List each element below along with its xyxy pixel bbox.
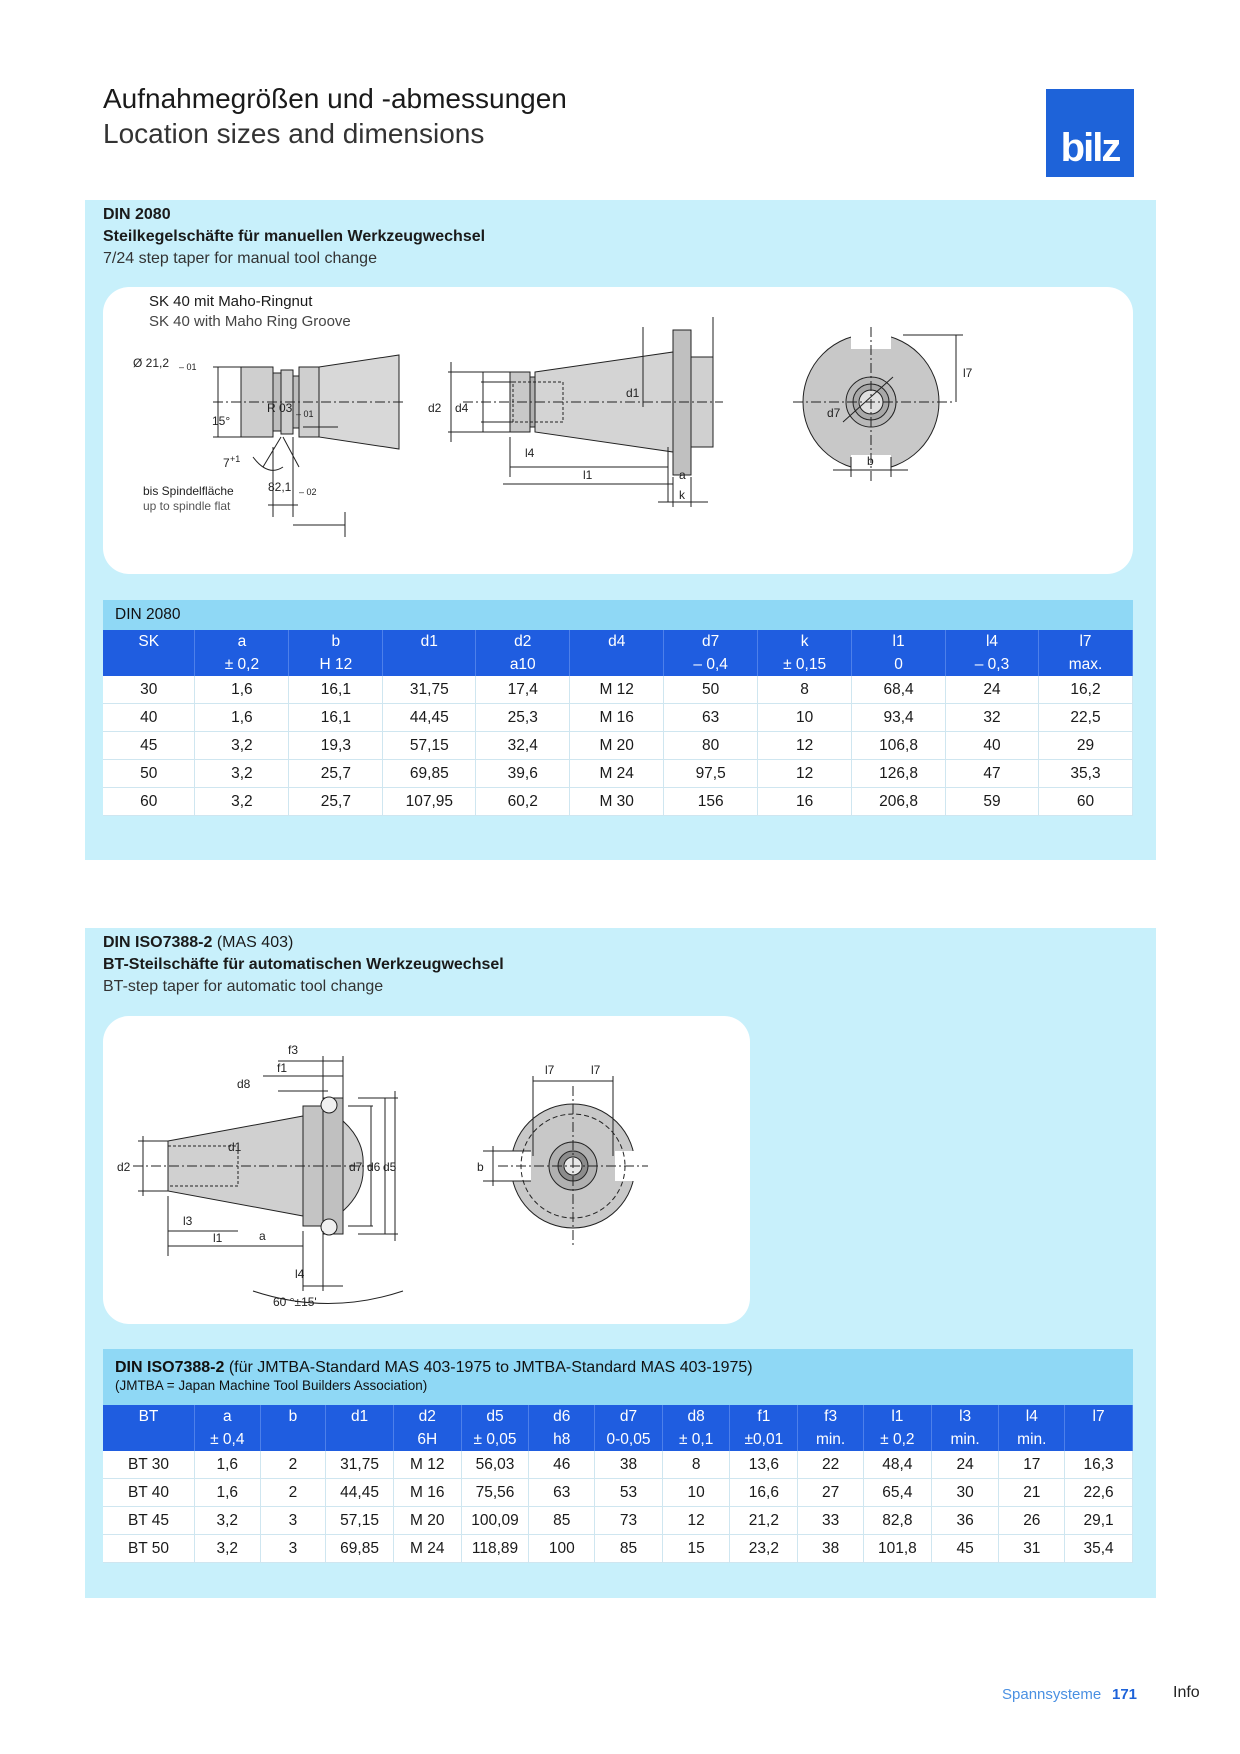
column-header: BT	[103, 1405, 194, 1428]
table-cell: BT 30	[103, 1451, 194, 1479]
column-subheader: 0-0,05	[595, 1428, 663, 1451]
page-title-en: Location sizes and dimensions	[103, 118, 485, 149]
dim-len-tol: – 02	[299, 487, 317, 497]
column-subheader: ±0,01	[730, 1428, 798, 1451]
table-cell: 29	[1038, 732, 1132, 760]
table-cell: 40	[103, 704, 195, 732]
table-cell: 69,85	[383, 760, 476, 788]
table-cell: 22	[798, 1451, 864, 1479]
table-cell: 3,2	[195, 760, 289, 788]
table-cell: 1,6	[194, 1451, 260, 1479]
column-header: f1	[730, 1405, 798, 1428]
table-cell: 53	[595, 1479, 663, 1507]
column-subheader: H 12	[289, 653, 383, 676]
table-cell: 45	[103, 732, 195, 760]
column-subheader	[326, 1428, 394, 1451]
table-cell: M 24	[570, 760, 664, 788]
column-header: l3	[931, 1405, 999, 1428]
table-cell: 107,95	[383, 788, 476, 816]
table-cell: 3,2	[194, 1507, 260, 1535]
column-header: l4	[946, 630, 1039, 653]
din2080-table-title: DIN 2080	[103, 600, 1133, 630]
table-cell: 80	[664, 732, 758, 760]
column-header: d6	[529, 1405, 595, 1428]
column-subheader: min.	[798, 1428, 864, 1451]
table-cell: 60	[1038, 788, 1132, 816]
column-subheader	[570, 653, 664, 676]
dim-seven-label: 7	[223, 456, 230, 470]
spindle-en: up to spindle flat	[143, 499, 231, 513]
column-subheader	[103, 653, 195, 676]
section1-heading	[103, 204, 485, 270]
table-cell: 57,15	[383, 732, 476, 760]
table-cell: 44,45	[383, 704, 476, 732]
table-cell: 31,75	[326, 1451, 394, 1479]
section2-diagram	[103, 1016, 750, 1324]
table-cell: 25,3	[476, 704, 570, 732]
bilz-logo: bilz	[1046, 89, 1134, 177]
table-cell: 100,09	[461, 1507, 529, 1535]
section2-norm-rest: (MAS 403)	[216, 934, 294, 951]
column-subheader: a10	[476, 653, 570, 676]
column-header: d1	[326, 1405, 394, 1428]
table-cell: 16	[758, 788, 852, 816]
bt-a: a	[259, 1229, 266, 1243]
section1-subtitle-en: 7/24 step taper for manual tool change	[103, 250, 377, 267]
iso-table-title	[103, 1349, 1133, 1405]
table-cell: 3	[260, 1535, 326, 1563]
mid-k: k	[679, 488, 685, 502]
mid-d1: d1	[626, 386, 640, 400]
table-cell: 25,7	[289, 760, 383, 788]
column-header: d8	[662, 1405, 730, 1428]
dim-r-label: R 03	[267, 401, 293, 415]
column-header: a	[195, 630, 289, 653]
table-cell: 50	[664, 676, 758, 704]
bt-d6: d6	[367, 1160, 381, 1174]
table-cell: 38	[798, 1535, 864, 1563]
table-cell: 33	[798, 1507, 864, 1535]
diagram-title-de: SK 40 mit Maho-Ringnut	[149, 293, 313, 310]
table-cell: 38	[595, 1451, 663, 1479]
table-cell: 25,7	[289, 788, 383, 816]
footer-info-link[interactable]: Info	[1173, 1684, 1200, 1701]
column-header: l4	[999, 1405, 1065, 1428]
bt-l3: l3	[183, 1214, 193, 1228]
column-header: f3	[798, 1405, 864, 1428]
table-cell: M 12	[393, 1451, 461, 1479]
table-cell: 30	[103, 676, 195, 704]
section1-diagram	[103, 287, 1133, 574]
column-subheader: ± 0,15	[758, 653, 852, 676]
table-cell: 35,3	[1038, 760, 1132, 788]
column-subheader: min.	[999, 1428, 1065, 1451]
column-header: l7	[1038, 630, 1132, 653]
front-b: b	[867, 454, 874, 468]
table-cell: 36	[931, 1507, 999, 1535]
column-subheader: ± 0,1	[662, 1428, 730, 1451]
dim-seven-tol: +1	[230, 454, 241, 464]
table-cell: M 30	[570, 788, 664, 816]
column-header: b	[260, 1405, 326, 1428]
column-header: d1	[383, 630, 476, 653]
table-cell: 44,45	[326, 1479, 394, 1507]
table-cell: 60	[103, 788, 195, 816]
table-cell: 2	[260, 1479, 326, 1507]
table-cell: 118,89	[461, 1535, 529, 1563]
table-cell: 50	[103, 760, 195, 788]
table-cell: 16,1	[289, 676, 383, 704]
table-cell: 29,1	[1065, 1507, 1133, 1535]
table-row	[103, 676, 1133, 704]
bt-l4: l4	[295, 1267, 305, 1281]
column-subheader: – 0,3	[946, 653, 1039, 676]
section2-subtitle-de: BT-Steilschäfte für automatischen Werkzeugwechsel	[103, 956, 504, 973]
table-cell: 45	[931, 1535, 999, 1563]
section2-subtitle-en: BT-step taper for automatic tool change	[103, 978, 384, 995]
column-subheader: max.	[1038, 653, 1132, 676]
table-cell: 8	[758, 676, 852, 704]
table-cell: 32,4	[476, 732, 570, 760]
table-cell: 12	[662, 1507, 730, 1535]
column-subheader: min.	[931, 1428, 999, 1451]
table-cell: 12	[758, 732, 852, 760]
column-subheader: ± 0,2	[195, 653, 289, 676]
table-cell: 13,6	[730, 1451, 798, 1479]
table-cell: 3,2	[194, 1535, 260, 1563]
column-header: d2	[476, 630, 570, 653]
table-cell: 63	[529, 1479, 595, 1507]
table-cell: BT 50	[103, 1535, 194, 1563]
table-cell: 73	[595, 1507, 663, 1535]
table-cell: 63	[664, 704, 758, 732]
column-header: k	[758, 630, 852, 653]
table-cell: 3,2	[195, 732, 289, 760]
sk40-drawing	[103, 287, 1133, 574]
table-cell: M 12	[570, 676, 664, 704]
table-row	[103, 760, 1133, 788]
bt-d7: d7	[349, 1160, 363, 1174]
table-row	[103, 1507, 1133, 1535]
table-cell: 10	[662, 1479, 730, 1507]
table-cell: 40	[946, 732, 1039, 760]
column-header: d2	[393, 1405, 461, 1428]
section2-heading	[103, 932, 504, 998]
mid-l4: l4	[525, 446, 535, 460]
table-cell: 3,2	[195, 788, 289, 816]
spindle-de: bis Spindelfläche	[143, 484, 234, 498]
table-cell: 16,1	[289, 704, 383, 732]
table-cell: 206,8	[852, 788, 946, 816]
front-l7: l7	[963, 366, 973, 380]
table-cell: BT 40	[103, 1479, 194, 1507]
table-row	[103, 1535, 1133, 1563]
footer-page-number: 171	[1112, 1686, 1138, 1703]
table-cell: 56,03	[461, 1451, 529, 1479]
table-cell: 69,85	[326, 1535, 394, 1563]
table-cell: 35,4	[1065, 1535, 1133, 1563]
table-cell: 30	[931, 1479, 999, 1507]
bt-b: b	[477, 1160, 484, 1174]
section1-subtitle-de: Steilkegelschäfte für manuellen Werkzeugwechsel	[103, 228, 486, 245]
dim-len-label: 82,1	[268, 480, 292, 494]
bt-f3: f3	[288, 1043, 299, 1057]
table-row	[103, 788, 1133, 816]
table-cell: BT 45	[103, 1507, 194, 1535]
column-subheader	[383, 653, 476, 676]
column-header: a	[194, 1405, 260, 1428]
table-cell: 156	[664, 788, 758, 816]
table-cell: 1,6	[195, 676, 289, 704]
table-cell: M 16	[393, 1479, 461, 1507]
section2-norm: DIN ISO7388-2	[103, 934, 213, 951]
column-header: l1	[863, 1405, 931, 1428]
table-cell: 39,6	[476, 760, 570, 788]
table-cell: 23,2	[730, 1535, 798, 1563]
table-cell: 100	[529, 1535, 595, 1563]
iso-title-bold: DIN ISO7388-2	[115, 1359, 225, 1376]
table-cell: 16,2	[1038, 676, 1132, 704]
table-cell: 17,4	[476, 676, 570, 704]
table-cell: 59	[946, 788, 1039, 816]
column-header: l7	[1065, 1405, 1133, 1428]
table-cell: 32	[946, 704, 1039, 732]
table-cell: 126,8	[852, 760, 946, 788]
section1-norm: DIN 2080	[103, 206, 171, 223]
column-subheader: 6H	[393, 1428, 461, 1451]
table-cell: 57,15	[326, 1507, 394, 1535]
table-cell: 8	[662, 1451, 730, 1479]
table-cell: 26	[999, 1507, 1065, 1535]
table-cell: 27	[798, 1479, 864, 1507]
table-cell: 65,4	[863, 1479, 931, 1507]
table-cell: 12	[758, 760, 852, 788]
table-cell: 85	[595, 1535, 663, 1563]
table-cell: 31,75	[383, 676, 476, 704]
din2080-table	[103, 600, 1133, 816]
dim-angle-label: 15°	[212, 414, 231, 428]
table-cell: 15	[662, 1535, 730, 1563]
table-cell: 21	[999, 1479, 1065, 1507]
column-header: b	[289, 630, 383, 653]
table-cell: 3	[260, 1507, 326, 1535]
table-cell: 17	[999, 1451, 1065, 1479]
table-cell: 85	[529, 1507, 595, 1535]
table-cell: 82,8	[863, 1507, 931, 1535]
table-cell: 101,8	[863, 1535, 931, 1563]
table-cell: 21,2	[730, 1507, 798, 1535]
table-cell: M 20	[393, 1507, 461, 1535]
column-header: d5	[461, 1405, 529, 1428]
table-cell: 24	[946, 676, 1039, 704]
column-subheader	[1065, 1428, 1133, 1451]
dim-dia-tol: – 01	[179, 362, 197, 372]
front-d7: d7	[827, 406, 841, 420]
table-cell: 68,4	[852, 676, 946, 704]
table-cell: 24	[931, 1451, 999, 1479]
column-subheader: ± 0,2	[863, 1428, 931, 1451]
bt-l7b: l7	[591, 1063, 601, 1077]
column-header: SK	[103, 630, 195, 653]
bt-d1: d1	[228, 1140, 242, 1154]
dim-dia-label: Ø 21,2	[133, 356, 170, 370]
table-cell: 106,8	[852, 732, 946, 760]
bt-f1: f1	[277, 1061, 288, 1075]
table-cell: 47	[946, 760, 1039, 788]
table-cell: 1,6	[194, 1479, 260, 1507]
table-cell: 75,56	[461, 1479, 529, 1507]
table-cell: 31	[999, 1535, 1065, 1563]
mid-d2: d2	[428, 401, 442, 415]
iso-title-rest: (für JMTBA-Standard MAS 403-1975 to JMTBA-Standard MAS 403-1975)	[228, 1359, 753, 1376]
dim-r-tol: – 01	[296, 409, 314, 419]
table-cell: 19,3	[289, 732, 383, 760]
table-cell: 1,6	[195, 704, 289, 732]
column-subheader: h8	[529, 1428, 595, 1451]
table-cell: 93,4	[852, 704, 946, 732]
column-header: d7	[664, 630, 758, 653]
column-subheader: 0	[852, 653, 946, 676]
mid-d4: d4	[455, 401, 469, 415]
table-cell: 22,6	[1065, 1479, 1133, 1507]
table-row	[103, 1479, 1133, 1507]
mid-l1: l1	[583, 468, 593, 482]
table-cell: 22,5	[1038, 704, 1132, 732]
table-cell: 46	[529, 1451, 595, 1479]
table-cell: 48,4	[863, 1451, 931, 1479]
bt-d2: d2	[117, 1160, 131, 1174]
column-header: l1	[852, 630, 946, 653]
table-cell: 10	[758, 704, 852, 732]
mid-a: a	[679, 468, 686, 482]
table-cell: M 24	[393, 1535, 461, 1563]
column-header: d7	[595, 1405, 663, 1428]
table-cell: M 16	[570, 704, 664, 732]
din-iso7388-table	[103, 1349, 1133, 1563]
table-cell: 16,3	[1065, 1451, 1133, 1479]
table-row	[103, 732, 1133, 760]
table-cell: 60,2	[476, 788, 570, 816]
table-cell: 2	[260, 1451, 326, 1479]
diagram-title-en: SK 40 with Maho Ring Groove	[149, 313, 351, 330]
bt-l7a: l7	[545, 1063, 555, 1077]
bt-d8: d8	[237, 1077, 251, 1091]
bt-angle: 60 °±15'	[273, 1295, 317, 1309]
column-subheader	[260, 1428, 326, 1451]
table-cell: M 20	[570, 732, 664, 760]
table-row	[103, 1451, 1133, 1479]
column-subheader	[103, 1428, 194, 1451]
table-cell: 97,5	[664, 760, 758, 788]
bt-l1: l1	[213, 1231, 223, 1245]
footer-system: Spannsysteme	[1002, 1686, 1102, 1703]
iso-title-note: (JMTBA = Japan Machine Tool Builders Association)	[115, 1378, 428, 1393]
bt-drawing	[103, 1016, 750, 1324]
bt-d5: d5	[383, 1160, 397, 1174]
column-subheader: ± 0,4	[194, 1428, 260, 1451]
column-subheader: ± 0,05	[461, 1428, 529, 1451]
table-row	[103, 704, 1133, 732]
column-subheader: – 0,4	[664, 653, 758, 676]
column-header: d4	[570, 630, 664, 653]
page-title-de: Aufnahmegrößen und -abmessungen	[103, 83, 567, 114]
table-cell: 16,6	[730, 1479, 798, 1507]
